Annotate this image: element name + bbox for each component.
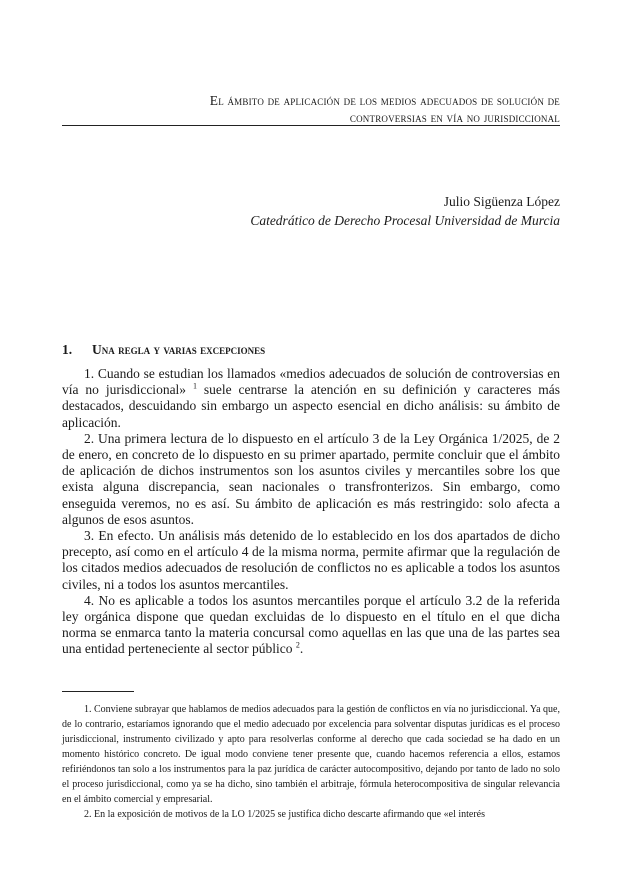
footnote-ref-1: 1: [192, 381, 197, 391]
section-title: Una regla y varias excepciones: [92, 342, 266, 357]
author-block: [200, 192, 560, 230]
paragraph-2: 2. Una primera lectura de lo dispuesto en el artículo 3 de la Ley Orgánica 1/2025, de 2 de enero, en concreto de lo dispuesto en su primer apartado, permite concluir que el ámbito de aplicación de dichos instrumentos son los asuntos civiles y mercantiles sobre los que exista alguna discrepancia, sean nacionales o transfronterizos. Sin embargo, como enseguida veremos, no es así. Su ámbito de aplicación es más restringido: solo afecta a algunos de esos asuntos.: [62, 430, 560, 527]
article-title: [62, 92, 560, 126]
author-name: Julio Sigüenza López: [443, 194, 560, 209]
paragraph-1-text-cont: suele centrarse la atención en su definición y caracteres más destacados, descuidando sin embargo un aspecto esencial en dicho análisis: su ámbito de aplicación.: [62, 382, 560, 430]
article-title-line-1: El ámbito de aplicación de los medios adecuados de solución de: [209, 93, 560, 108]
footnote-separator: [62, 691, 134, 692]
section-heading: [62, 341, 560, 359]
footnote-2: 2. En la exposición de motivos de la LO 1/2025 se justifica dicho descarte afirmando que «el interés: [84, 809, 485, 820]
paragraph-4: [62, 593, 560, 658]
paragraph-4-text-end: .: [299, 641, 304, 657]
section-number: 1.: [62, 342, 73, 357]
footnotes: [62, 702, 560, 822]
article-title-line-2: controversias en vía no jurisdiccional: [349, 110, 560, 125]
body-text: [62, 366, 560, 658]
footnote-ref-2: 2: [295, 640, 300, 650]
paragraph-3: 3. En efecto. Un análisis más detenido de lo establecido en los dos apartados de dicho precepto, así como en el artículo 4 de la misma norma, permite afirmar que la regulación de los citados medios adecuados de resolución de conflictos no es aplicable a todos los asuntos civiles, ni a todos los asuntos mercantiles.: [62, 528, 560, 592]
footnote-1: 1. Conviene subrayar que hablamos de medios adecuados para la gestión de conflictos en vía no jurisdiccional. Ya que, de lo contrario, estaríamos ignorando que el medio adecuado por excelencia para solventar disputas jurídicas es el proceso jurisdiccional, instrumento civilizado y apto para resolverlas conforme al derecho que cada sociedad se ha dado en un momento histórico concreto. De igual modo conviene tener presente que, cuando hacemos referencia a ellos, estamos refiriéndonos tan solo a los instrumentos para la paz jurídica de carácter autocompositivo, dejando por tanto de lado no solo el proceso jurisdiccional, como ya se ha dicho, sino también el arbitraje, fórmula heterocompositiva de singular relevancia en el ámbito comercial y empresarial.: [62, 704, 560, 805]
author-affiliation: Catedrático de Derecho Procesal Universidad de Murcia: [250, 213, 560, 228]
paragraph-4-text: 4. No es aplicable a todos los asuntos mercantiles porque el artículo 3.2 de la referida ley orgánica dispone que quedan excluidas de lo dispuesto en el título en el que dicha norma se enmarca tanto la materia concursal como aquellas en las que una de las partes sea una entidad perteneciente al sector público: [62, 592, 560, 657]
title-rule: [62, 125, 560, 126]
paragraph-1: [62, 366, 560, 431]
paragraph-1-text: 1. Cuando se estudian los llamados «medios adecuados de solución de controversias en vía no jurisdiccional»: [62, 366, 560, 398]
